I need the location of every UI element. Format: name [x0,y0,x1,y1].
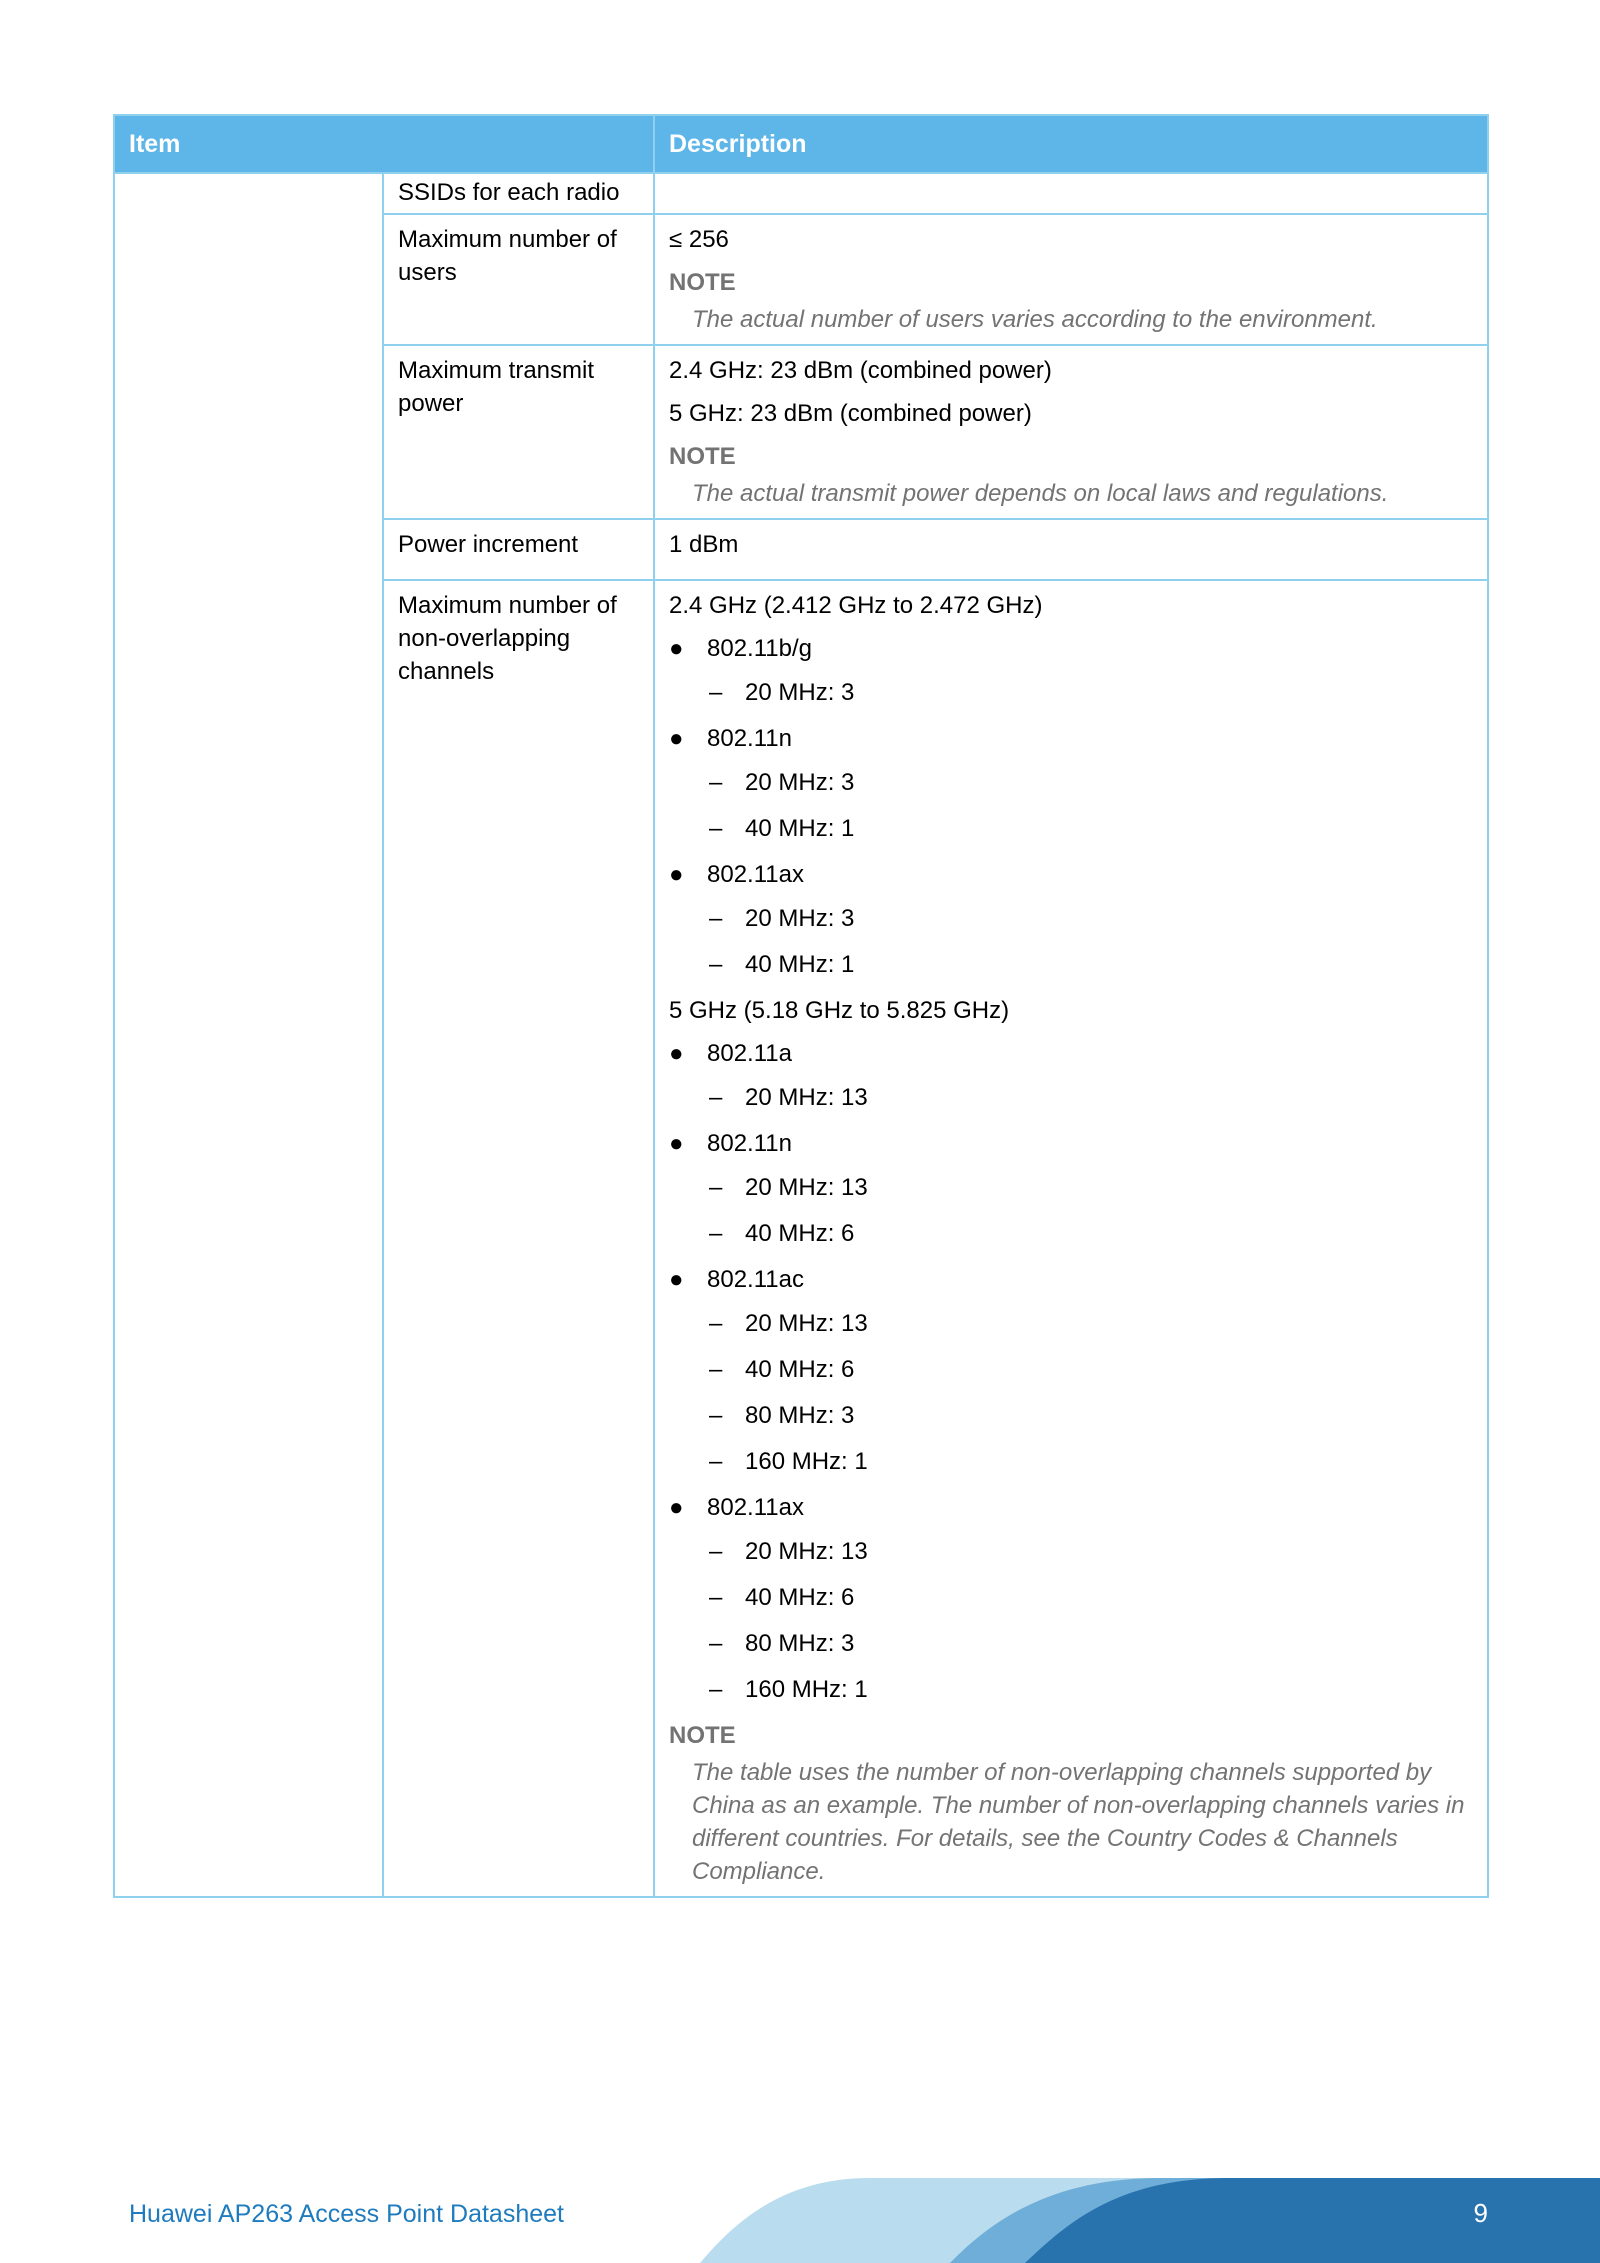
sub-item-text: 20 MHz: 13 [745,1084,868,1111]
item-cell: Maximum transmit power [383,345,654,519]
sub-item-text: 20 MHz: 13 [745,1174,868,1201]
bullet-text: 802.11n [707,725,792,752]
sub-item-text: 40 MHz: 6 [745,1220,855,1247]
item-cell: SSIDs for each radio [383,173,654,214]
header-item: Item [114,115,654,173]
sub-item-text: 160 MHz: 1 [745,1448,868,1475]
description-text: 2.4 GHz (2.412 GHz to 2.472 GHz) [669,592,1043,619]
bullet-icon: ● [669,725,684,752]
bullet-text: 802.11ax [707,861,804,888]
dash-icon: – [709,1402,723,1429]
description-text: 5 GHz (5.18 GHz to 5.825 GHz) [669,997,1010,1024]
description-text: 1 dBm [669,531,739,558]
dash-icon: – [709,1630,723,1657]
dash-icon: – [709,951,723,978]
sub-item-text: 40 MHz: 6 [745,1584,855,1611]
bullet-text: 802.11ac [707,1266,804,1293]
dash-icon: – [709,679,723,706]
dash-icon: – [709,1220,723,1247]
bullet-text: 802.11n [707,1130,792,1157]
bullet-text: 802.11a [707,1040,792,1067]
note-text: The table uses the number of non-overlapping channels supported by China as an example. The number of non-overlapping channels varies in different countries. For details, see the Country Codes & Channels Compliance. [692,1759,1465,1885]
note-text: The actual transmit power depends on local laws and regulations. [692,480,1389,507]
dash-icon: – [709,769,723,796]
dash-icon: – [709,1310,723,1337]
bullet-icon: ● [669,861,684,888]
item-cell: Maximum number of users [383,214,654,345]
bullet-text: 802.11ax [707,1494,804,1521]
note-heading: NOTE [669,269,736,296]
sub-item-text: 160 MHz: 1 [745,1676,868,1703]
sub-item-text: 20 MHz: 3 [745,679,855,706]
dash-icon: – [709,815,723,842]
item-cell: Power increment [383,519,654,580]
footer-document-title: Huawei AP263 Access Point Datasheet [129,2200,564,2228]
dash-icon: – [709,1356,723,1383]
note-text: The actual number of users varies according to the environment. [692,306,1378,333]
sub-item-text: 40 MHz: 1 [745,951,855,978]
sub-item-text: 40 MHz: 6 [745,1356,855,1383]
sub-item-text: 20 MHz: 3 [745,769,855,796]
dash-icon: – [709,1584,723,1611]
dash-icon: – [709,1676,723,1703]
dash-icon: – [709,1448,723,1475]
sub-item-text: 20 MHz: 13 [745,1310,868,1337]
dash-icon: – [709,905,723,932]
sub-item-text: 40 MHz: 1 [745,815,855,842]
sub-item-text: 20 MHz: 3 [745,905,855,932]
description-text: ≤ 256 [669,226,729,253]
page-number: 9 [1473,2198,1488,2228]
note-heading: NOTE [669,1722,736,1749]
description-text: 5 GHz: 23 dBm (combined power) [669,400,1032,427]
sub-item-text: 80 MHz: 3 [745,1402,855,1429]
note-heading: NOTE [669,443,736,470]
header-description: Description [654,115,1488,173]
dash-icon: – [709,1174,723,1201]
sub-item-text: 20 MHz: 13 [745,1538,868,1565]
sub-item-text: 80 MHz: 3 [745,1630,855,1657]
dash-icon: – [709,1538,723,1565]
bullet-icon: ● [669,1266,684,1293]
bullet-icon: ● [669,1040,684,1067]
bullet-icon: ● [669,1130,684,1157]
bullet-icon: ● [669,1494,684,1521]
description-text: 2.4 GHz: 23 dBm (combined power) [669,357,1052,384]
item-cell: Maximum number of non-overlapping channels [383,580,654,1897]
dash-icon: – [709,1084,723,1111]
bullet-icon: ● [669,635,684,662]
bullet-text: 802.11b/g [707,635,812,662]
